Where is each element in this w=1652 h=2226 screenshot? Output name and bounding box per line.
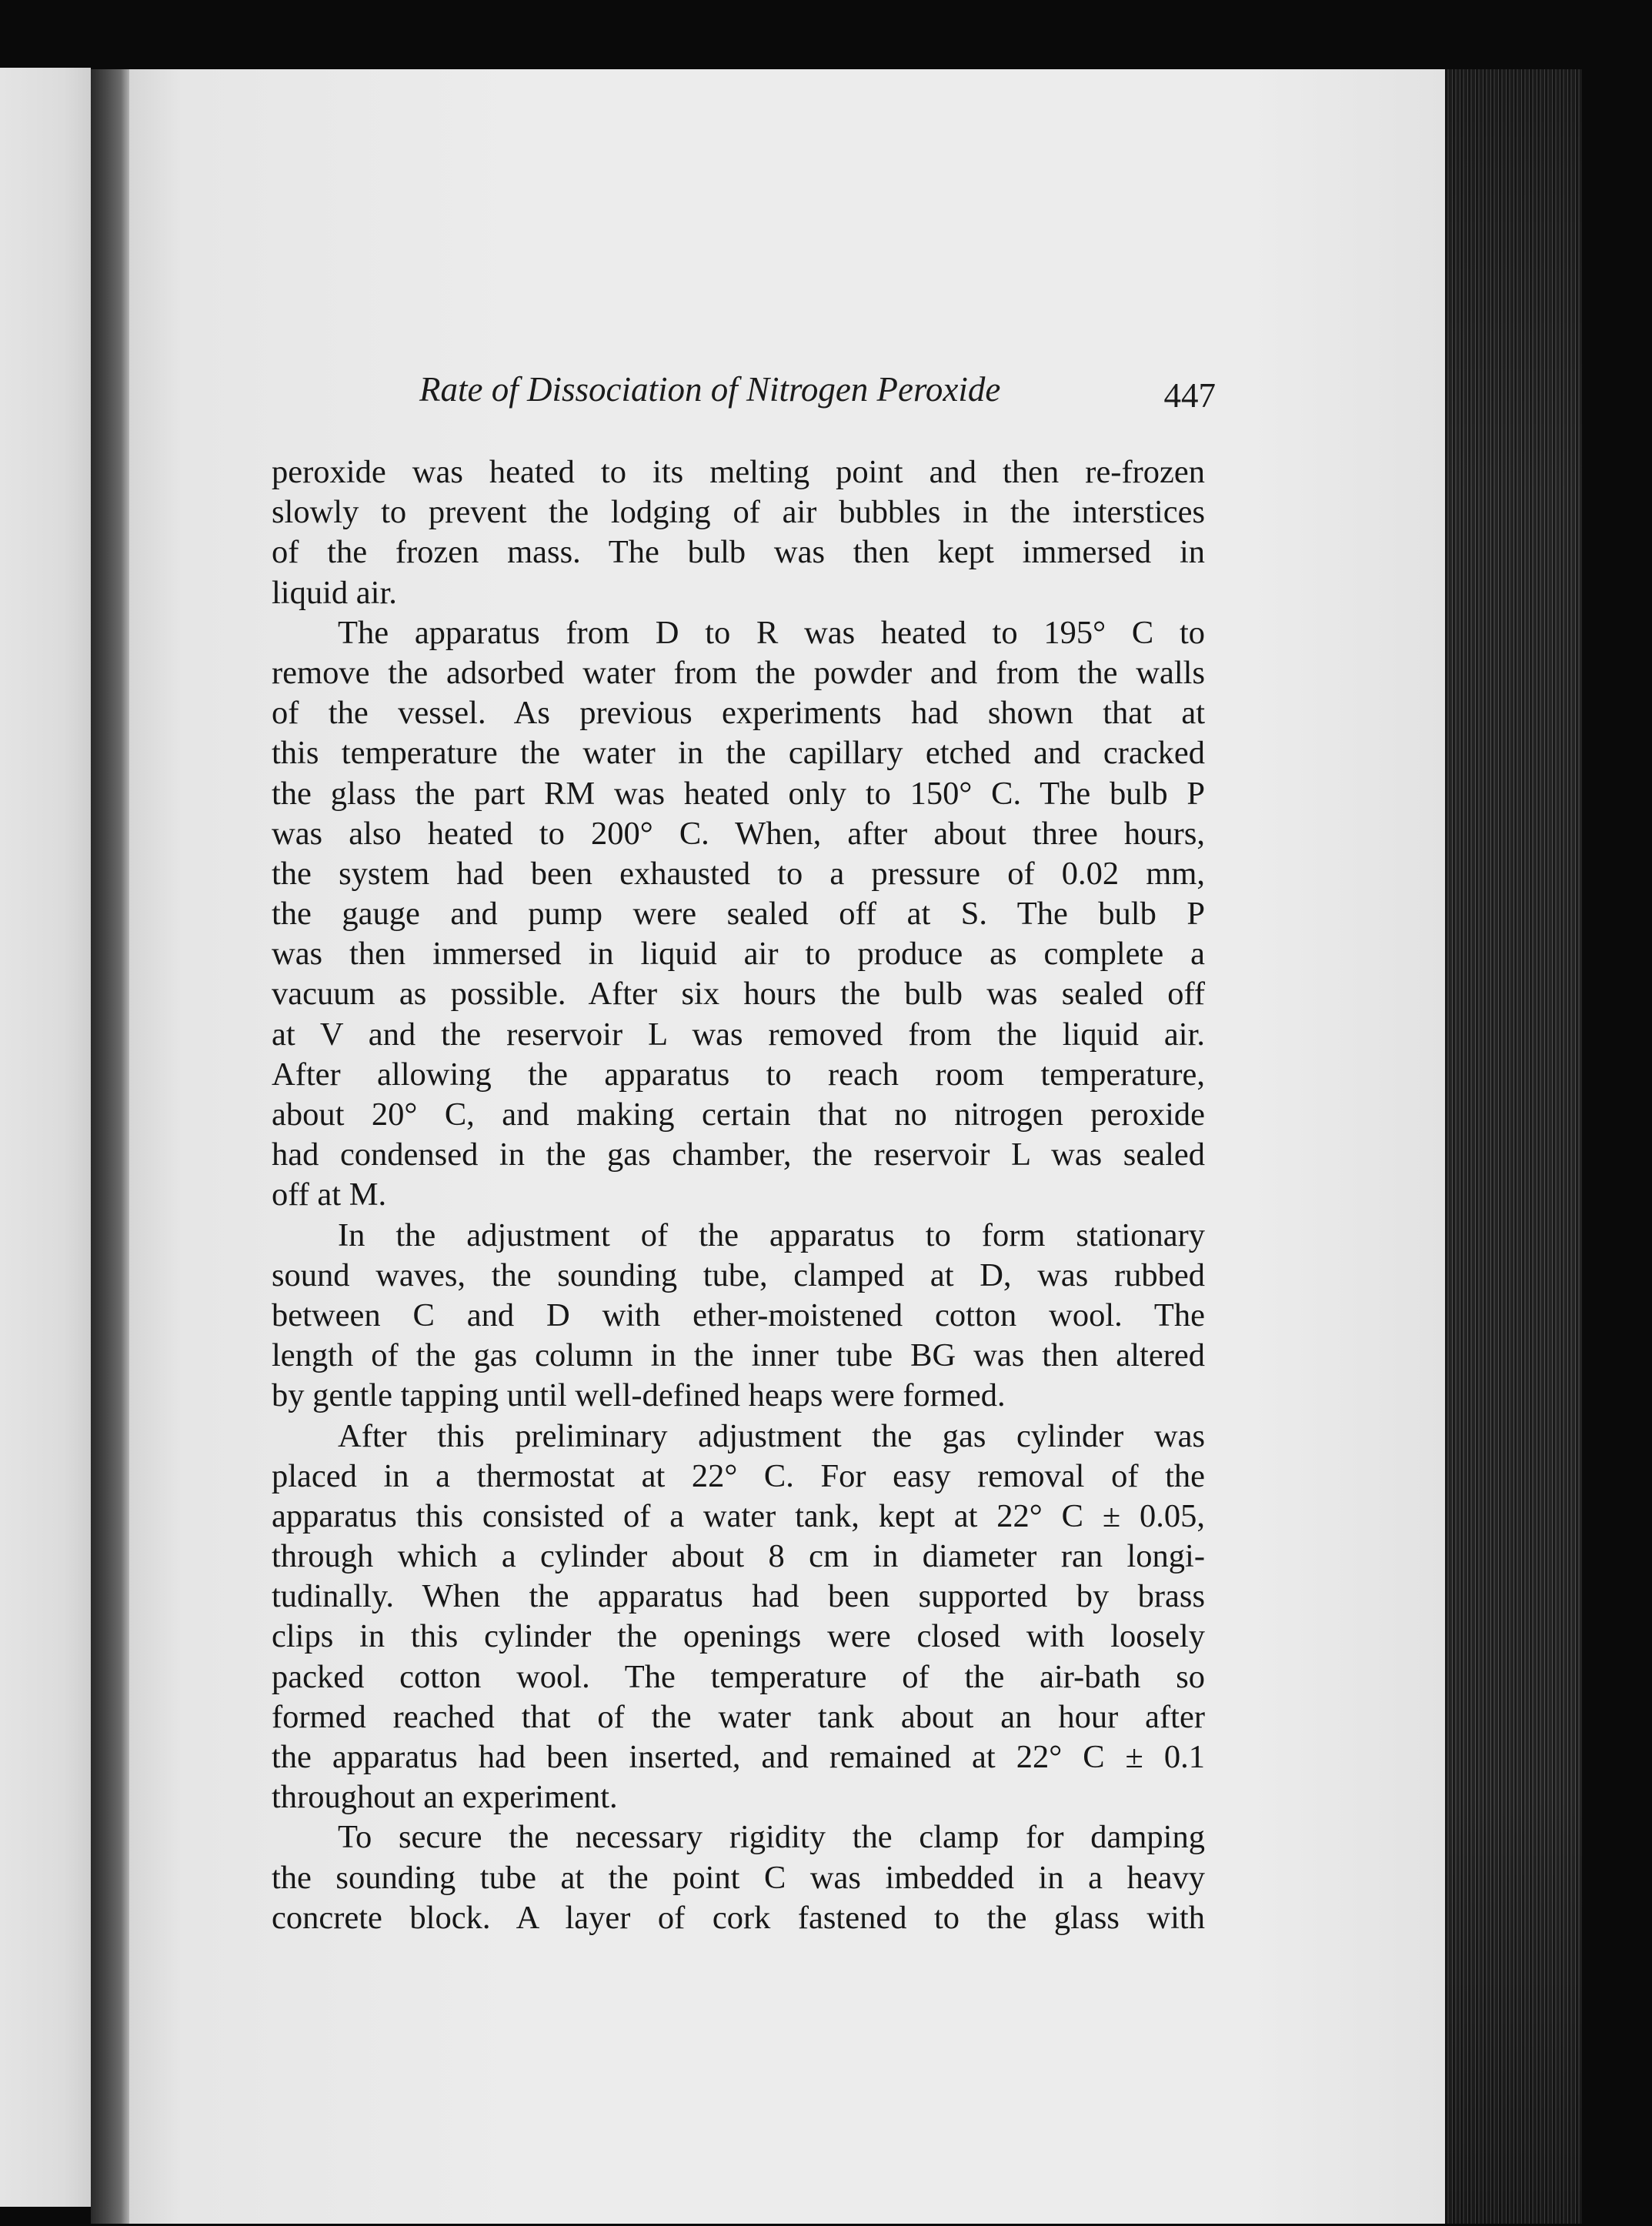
- text-line: throughout an experiment.: [272, 1779, 618, 1816]
- text-line: was then immersed in liquid air to produce as complete a: [272, 936, 1205, 973]
- text-line: the gauge and pump were sealed off at S. The bulb P: [272, 896, 1205, 933]
- paragraph: [272, 1417, 1205, 1818]
- text-line: apparatus this consisted of a water tank, kept at 22° C ± 0.05,: [272, 1497, 1205, 1534]
- text-line: peroxide was heated to its melting point and then re-frozen: [272, 454, 1205, 490]
- text-line: clips in this cylinder the openings were closed with loosely: [272, 1618, 1205, 1655]
- text-line: the apparatus had been inserted, and remained at 22° C ± 0.1: [272, 1739, 1205, 1775]
- text-line: of the vessel. As previous experiments had shown that at: [272, 695, 1205, 732]
- text-line: sound waves, the sounding tube, clamped at D, was rubbed: [272, 1257, 1205, 1293]
- text-line: had condensed in the gas chamber, the reservoir L was sealed: [272, 1136, 1205, 1173]
- page-block-edges: [1445, 69, 1582, 2224]
- paragraph: [272, 1817, 1205, 1938]
- text-line: placed in a thermostat at 22° C. For easy removal of the: [272, 1457, 1205, 1494]
- text-line: the sounding tube at the point C was imbedded in a heavy: [272, 1859, 1205, 1896]
- text-line: length of the gas column in the inner tube BG was then altered: [272, 1337, 1205, 1374]
- paragraph: [272, 613, 1205, 1216]
- page-number: 447: [1163, 376, 1216, 415]
- text-line: off at M.: [272, 1176, 387, 1213]
- book-gutter: [91, 69, 131, 2224]
- paragraph: [272, 1216, 1205, 1417]
- text-line: of the frozen mass. The bulb was then kept immersed in: [272, 534, 1205, 571]
- body-text: [272, 452, 1205, 1938]
- text-line: concrete block. A layer of cork fastened to the glass with: [272, 1899, 1205, 1936]
- text-line: between C and D with ether-moistened cotton wool. The: [272, 1297, 1205, 1333]
- text-line: In the adjustment of the apparatus to form stationary: [338, 1216, 1205, 1253]
- text-line: After allowing the apparatus to reach room temperature,: [272, 1056, 1205, 1093]
- text-line: the system had been exhausted to a pressure of 0.02 mm,: [272, 855, 1205, 892]
- text-line: slowly to prevent the lodging of air bubbles in the interstices: [272, 494, 1205, 531]
- text-line: To secure the necessary rigidity the clamp for damping: [338, 1819, 1205, 1856]
- text-line: liquid air.: [272, 574, 397, 611]
- facing-page-edge: [0, 68, 91, 2207]
- text-line: by gentle tapping until well-defined heaps were formed.: [272, 1377, 1006, 1414]
- running-head: Rate of Dissociation of Nitrogen Peroxide: [419, 370, 1001, 409]
- text-line: this temperature the water in the capillary etched and cracked: [272, 735, 1205, 772]
- text-line: tudinally. When the apparatus had been supported by brass: [272, 1578, 1205, 1615]
- text-line: remove the adsorbed water from the powder and from the walls: [272, 654, 1205, 691]
- text-line: the glass the part RM was heated only to 150° C. The bulb P: [272, 775, 1205, 812]
- text-line: After this preliminary adjustment the gas cylinder was: [338, 1417, 1205, 1454]
- paragraph: [272, 452, 1205, 613]
- text-line: about 20° C, and making certain that no nitrogen peroxide: [272, 1096, 1205, 1133]
- text-line: through which a cylinder about 8 cm in diameter ran longi-: [272, 1538, 1205, 1575]
- text-line: at V and the reservoir L was removed from the liquid air.: [272, 1016, 1205, 1053]
- text-line: formed reached that of the water tank about an hour after: [272, 1698, 1205, 1735]
- text-line: was also heated to 200° C. When, after about three hours,: [272, 815, 1205, 852]
- text-line: vacuum as possible. After six hours the bulb was sealed off: [272, 976, 1205, 1013]
- text-line: packed cotton wool. The temperature of the air-bath so: [272, 1658, 1205, 1695]
- text-line: The apparatus from D to R was heated to 195° C to: [338, 614, 1205, 651]
